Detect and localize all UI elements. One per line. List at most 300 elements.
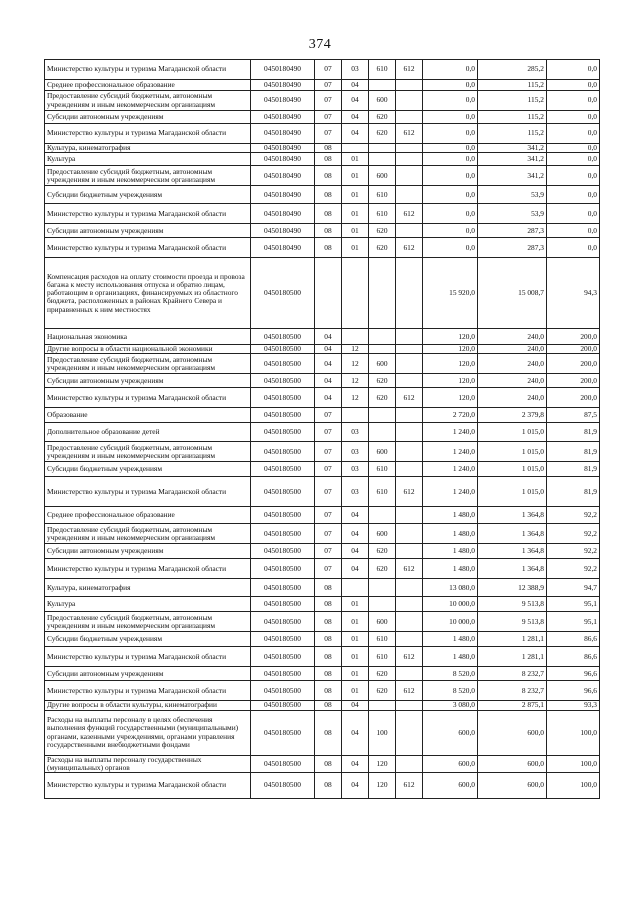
row-planned: 1 480,0 <box>423 524 478 544</box>
row-code: 0450180490 <box>251 111 315 124</box>
row-section: 08 <box>315 597 342 612</box>
row-code: 0450180500 <box>251 408 315 423</box>
row-code: 0450180500 <box>251 388 315 408</box>
row-percent: 0,0 <box>547 238 600 258</box>
table-row <box>45 681 600 701</box>
row-actual: 8 232,7 <box>478 667 547 681</box>
row-section <box>315 258 342 329</box>
row-subsection: 03 <box>342 442 369 462</box>
row-administrator <box>396 755 423 772</box>
row-subsection <box>342 579 369 597</box>
table-row <box>45 186 600 204</box>
row-subsection: 04 <box>342 507 369 524</box>
row-subsection <box>342 329 369 345</box>
row-code: 0450180500 <box>251 710 315 755</box>
row-percent: 100,0 <box>547 755 600 772</box>
row-expense-type: 610 <box>369 647 396 667</box>
row-planned: 0,0 <box>423 111 478 124</box>
row-section: 07 <box>315 507 342 524</box>
row-actual: 1 015,0 <box>478 477 547 507</box>
row-percent: 100,0 <box>547 773 600 799</box>
row-administrator <box>396 423 423 442</box>
row-actual: 1 281,1 <box>478 647 547 667</box>
row-expense-type <box>369 144 396 153</box>
row-actual: 285,2 <box>478 60 547 80</box>
row-name: Предоставление субсидий бюджетным, автономным учреждениям и иным некоммерческим организациям <box>45 354 251 374</box>
row-percent: 0,0 <box>547 166 600 186</box>
row-section: 07 <box>315 524 342 544</box>
row-code: 0450180500 <box>251 579 315 597</box>
row-code: 0450180500 <box>251 345 315 354</box>
row-code: 0450180490 <box>251 124 315 144</box>
table-row <box>45 559 600 579</box>
row-percent: 200,0 <box>547 354 600 374</box>
row-planned: 1 480,0 <box>423 507 478 524</box>
row-subsection: 04 <box>342 773 369 799</box>
row-expense-type: 610 <box>369 462 396 477</box>
row-expense-type <box>369 329 396 345</box>
row-planned: 120,0 <box>423 388 478 408</box>
row-expense-type: 120 <box>369 773 396 799</box>
row-expense-type: 620 <box>369 238 396 258</box>
row-subsection: 01 <box>342 612 369 632</box>
table-row <box>45 80 600 91</box>
row-planned: 600,0 <box>423 710 478 755</box>
row-planned: 0,0 <box>423 144 478 153</box>
row-percent: 0,0 <box>547 204 600 224</box>
row-planned: 0,0 <box>423 224 478 238</box>
table-row <box>45 477 600 507</box>
row-code: 0450180500 <box>251 647 315 667</box>
row-planned: 1 480,0 <box>423 559 478 579</box>
row-planned: 2 720,0 <box>423 408 478 423</box>
table-row <box>45 544 600 559</box>
row-name: Субсидии автономным учреждениям <box>45 667 251 681</box>
row-section: 08 <box>315 647 342 667</box>
row-actual: 9 513,8 <box>478 612 547 632</box>
row-administrator: 612 <box>396 681 423 701</box>
row-administrator: 612 <box>396 238 423 258</box>
row-expense-type <box>369 408 396 423</box>
row-planned: 0,0 <box>423 124 478 144</box>
row-administrator <box>396 507 423 524</box>
row-percent: 0,0 <box>547 91 600 111</box>
row-section: 07 <box>315 442 342 462</box>
row-subsection: 03 <box>342 60 369 80</box>
row-section: 07 <box>315 559 342 579</box>
table-row <box>45 144 600 153</box>
row-actual: 1 364,8 <box>478 544 547 559</box>
row-actual: 600,0 <box>478 773 547 799</box>
row-administrator: 612 <box>396 388 423 408</box>
row-section: 07 <box>315 462 342 477</box>
row-percent: 95,1 <box>547 597 600 612</box>
row-actual: 240,0 <box>478 329 547 345</box>
row-actual: 240,0 <box>478 345 547 354</box>
table-row <box>45 667 600 681</box>
row-percent: 96,6 <box>547 667 600 681</box>
row-actual: 600,0 <box>478 755 547 772</box>
row-subsection: 01 <box>342 597 369 612</box>
row-administrator <box>396 186 423 204</box>
row-code: 0450180500 <box>251 507 315 524</box>
row-planned: 600,0 <box>423 755 478 772</box>
row-code: 0450180490 <box>251 224 315 238</box>
row-name: Дополнительное образование детей <box>45 423 251 442</box>
row-planned: 0,0 <box>423 91 478 111</box>
table-row <box>45 408 600 423</box>
row-name: Предоставление субсидий бюджетным, автономным учреждениям и иным некоммерческим организациям <box>45 442 251 462</box>
row-name: Министерство культуры и туризма Магаданской области <box>45 477 251 507</box>
row-subsection: 04 <box>342 91 369 111</box>
row-code: 0450180500 <box>251 597 315 612</box>
row-percent: 0,0 <box>547 186 600 204</box>
row-name: Культура <box>45 597 251 612</box>
row-actual: 1 015,0 <box>478 423 547 442</box>
row-section: 08 <box>315 755 342 772</box>
table-row <box>45 388 600 408</box>
row-subsection: 12 <box>342 374 369 388</box>
row-section: 08 <box>315 632 342 647</box>
row-name: Субсидии автономным учреждениям <box>45 224 251 238</box>
table-row <box>45 329 600 345</box>
row-percent: 87,5 <box>547 408 600 423</box>
row-subsection: 03 <box>342 423 369 442</box>
row-administrator <box>396 462 423 477</box>
row-name: Предоставление субсидий бюджетным, автономным учреждениям и иным некоммерческим организациям <box>45 612 251 632</box>
row-administrator <box>396 632 423 647</box>
row-name: Субсидии бюджетным учреждениям <box>45 186 251 204</box>
row-planned: 120,0 <box>423 354 478 374</box>
row-name: Министерство культуры и туризма Магаданской области <box>45 773 251 799</box>
row-administrator <box>396 144 423 153</box>
row-section: 04 <box>315 345 342 354</box>
row-actual: 9 513,8 <box>478 597 547 612</box>
row-name: Предоставление субсидий бюджетным, автономным учреждениям и иным некоммерческим организациям <box>45 91 251 111</box>
row-administrator <box>396 354 423 374</box>
table-row <box>45 442 600 462</box>
row-planned: 1 240,0 <box>423 477 478 507</box>
row-subsection: 04 <box>342 710 369 755</box>
row-code: 0450180490 <box>251 144 315 153</box>
row-actual: 115,2 <box>478 80 547 91</box>
row-expense-type: 610 <box>369 204 396 224</box>
row-expense-type <box>369 80 396 91</box>
table-row <box>45 124 600 144</box>
row-code: 0450180500 <box>251 477 315 507</box>
row-section: 07 <box>315 477 342 507</box>
row-planned: 1 240,0 <box>423 442 478 462</box>
row-subsection: 04 <box>342 524 369 544</box>
row-percent: 200,0 <box>547 329 600 345</box>
table-row <box>45 612 600 632</box>
row-expense-type: 600 <box>369 91 396 111</box>
row-subsection: 01 <box>342 632 369 647</box>
row-expense-type <box>369 345 396 354</box>
row-expense-type: 610 <box>369 477 396 507</box>
row-expense-type: 600 <box>369 612 396 632</box>
row-code: 0450180490 <box>251 204 315 224</box>
row-planned: 15 920,0 <box>423 258 478 329</box>
row-expense-type: 610 <box>369 632 396 647</box>
row-percent: 0,0 <box>547 111 600 124</box>
row-name: Расходы на выплаты персоналу государственных (муниципальных) органов <box>45 755 251 772</box>
row-subsection: 04 <box>342 559 369 579</box>
row-administrator <box>396 91 423 111</box>
row-subsection <box>342 144 369 153</box>
row-expense-type: 100 <box>369 710 396 755</box>
row-section: 07 <box>315 91 342 111</box>
row-actual: 115,2 <box>478 111 547 124</box>
table-row <box>45 597 600 612</box>
row-subsection: 03 <box>342 462 369 477</box>
row-expense-type <box>369 507 396 524</box>
row-subsection: 01 <box>342 153 369 166</box>
row-section: 07 <box>315 124 342 144</box>
row-percent: 200,0 <box>547 345 600 354</box>
row-planned: 120,0 <box>423 374 478 388</box>
row-percent: 86,6 <box>547 647 600 667</box>
row-section: 08 <box>315 144 342 153</box>
row-expense-type: 620 <box>369 374 396 388</box>
row-code: 0450180490 <box>251 91 315 111</box>
row-actual: 600,0 <box>478 710 547 755</box>
row-actual: 287,3 <box>478 238 547 258</box>
row-planned: 3 080,0 <box>423 701 478 710</box>
row-code: 0450180500 <box>251 354 315 374</box>
row-code: 0450180500 <box>251 632 315 647</box>
row-section: 08 <box>315 204 342 224</box>
row-code: 0450180500 <box>251 329 315 345</box>
row-planned: 120,0 <box>423 345 478 354</box>
row-percent: 96,6 <box>547 681 600 701</box>
row-expense-type: 610 <box>369 186 396 204</box>
row-actual: 341,2 <box>478 144 547 153</box>
row-actual: 1 364,8 <box>478 524 547 544</box>
row-planned: 600,0 <box>423 773 478 799</box>
row-section: 04 <box>315 329 342 345</box>
row-name: Предоставление субсидий бюджетным, автономным учреждениям и иным некоммерческим организациям <box>45 524 251 544</box>
table-row <box>45 701 600 710</box>
row-administrator <box>396 111 423 124</box>
row-administrator <box>396 153 423 166</box>
row-code: 0450180490 <box>251 60 315 80</box>
row-percent: 92,2 <box>547 524 600 544</box>
row-subsection: 03 <box>342 477 369 507</box>
row-expense-type: 620 <box>369 388 396 408</box>
row-name: Министерство культуры и туризма Магаданской области <box>45 681 251 701</box>
row-subsection: 01 <box>342 667 369 681</box>
table-row <box>45 632 600 647</box>
row-actual: 240,0 <box>478 354 547 374</box>
row-administrator: 612 <box>396 559 423 579</box>
row-name: Министерство культуры и туризма Магаданской области <box>45 559 251 579</box>
row-name: Субсидии автономным учреждениям <box>45 374 251 388</box>
row-planned: 8 520,0 <box>423 681 478 701</box>
row-section: 08 <box>315 224 342 238</box>
row-planned: 1 480,0 <box>423 544 478 559</box>
row-administrator <box>396 166 423 186</box>
row-section: 08 <box>315 710 342 755</box>
row-name: Предоставление субсидий бюджетным, автономным учреждениям и иным некоммерческим организациям <box>45 166 251 186</box>
row-administrator: 612 <box>396 60 423 80</box>
row-code: 0450180500 <box>251 544 315 559</box>
row-name: Министерство культуры и туризма Магаданской области <box>45 60 251 80</box>
row-administrator <box>396 579 423 597</box>
table-row <box>45 755 600 772</box>
table-row <box>45 238 600 258</box>
row-actual: 240,0 <box>478 388 547 408</box>
row-section: 08 <box>315 166 342 186</box>
row-subsection: 01 <box>342 166 369 186</box>
row-percent: 0,0 <box>547 224 600 238</box>
row-name: Культура <box>45 153 251 166</box>
row-planned: 0,0 <box>423 238 478 258</box>
row-subsection: 01 <box>342 224 369 238</box>
row-planned: 1 240,0 <box>423 462 478 477</box>
row-subsection: 04 <box>342 755 369 772</box>
row-percent: 81,9 <box>547 442 600 462</box>
row-expense-type <box>369 258 396 329</box>
row-administrator <box>396 597 423 612</box>
row-planned: 10 000,0 <box>423 597 478 612</box>
row-code: 0450180500 <box>251 612 315 632</box>
table-row <box>45 153 600 166</box>
row-planned: 0,0 <box>423 186 478 204</box>
row-name: Субсидии бюджетным учреждениям <box>45 462 251 477</box>
row-percent: 81,9 <box>547 477 600 507</box>
row-name: Другие вопросы в области национальной экономики <box>45 345 251 354</box>
table-row <box>45 773 600 799</box>
row-administrator <box>396 408 423 423</box>
row-planned: 1 480,0 <box>423 632 478 647</box>
row-administrator: 612 <box>396 204 423 224</box>
row-administrator <box>396 442 423 462</box>
row-expense-type: 600 <box>369 442 396 462</box>
row-administrator <box>396 329 423 345</box>
row-code: 0450180500 <box>251 442 315 462</box>
row-actual: 115,2 <box>478 91 547 111</box>
row-name: Субсидии автономным учреждениям <box>45 111 251 124</box>
row-section: 08 <box>315 238 342 258</box>
row-actual: 2 379,8 <box>478 408 547 423</box>
row-planned: 0,0 <box>423 153 478 166</box>
row-expense-type: 600 <box>369 524 396 544</box>
table-row <box>45 111 600 124</box>
row-percent: 0,0 <box>547 144 600 153</box>
table-row <box>45 647 600 667</box>
row-name: Другие вопросы в области культуры, кинематографии <box>45 701 251 710</box>
row-section: 07 <box>315 544 342 559</box>
row-planned: 13 080,0 <box>423 579 478 597</box>
row-percent: 95,1 <box>547 612 600 632</box>
row-section: 08 <box>315 612 342 632</box>
row-planned: 1 240,0 <box>423 423 478 442</box>
row-expense-type <box>369 597 396 612</box>
row-code: 0450180500 <box>251 559 315 579</box>
table-row <box>45 258 600 329</box>
row-code: 0450180490 <box>251 80 315 91</box>
row-expense-type: 620 <box>369 224 396 238</box>
page-number: 374 <box>308 37 332 52</box>
row-percent: 92,2 <box>547 507 600 524</box>
row-administrator <box>396 524 423 544</box>
row-section: 07 <box>315 60 342 80</box>
row-section: 07 <box>315 111 342 124</box>
row-expense-type: 620 <box>369 544 396 559</box>
row-subsection: 12 <box>342 345 369 354</box>
row-code: 0450180490 <box>251 153 315 166</box>
row-name: Среднее профессиональное образование <box>45 507 251 524</box>
row-code: 0450180490 <box>251 238 315 258</box>
row-planned: 1 480,0 <box>423 647 478 667</box>
row-name: Субсидии бюджетным учреждениям <box>45 632 251 647</box>
row-code: 0450180500 <box>251 667 315 681</box>
row-code: 0450180490 <box>251 166 315 186</box>
row-actual: 1 015,0 <box>478 442 547 462</box>
row-percent: 100,0 <box>547 710 600 755</box>
row-expense-type: 620 <box>369 124 396 144</box>
row-actual: 1 015,0 <box>478 462 547 477</box>
table-row <box>45 91 600 111</box>
table-row <box>45 423 600 442</box>
row-subsection: 04 <box>342 701 369 710</box>
table-row <box>45 224 600 238</box>
row-actual: 341,2 <box>478 166 547 186</box>
row-expense-type <box>369 153 396 166</box>
row-subsection: 04 <box>342 124 369 144</box>
row-section: 07 <box>315 80 342 91</box>
row-expense-type: 600 <box>369 166 396 186</box>
row-administrator <box>396 612 423 632</box>
row-section: 08 <box>315 186 342 204</box>
row-percent: 93,3 <box>547 701 600 710</box>
row-actual: 12 388,9 <box>478 579 547 597</box>
row-name: Компенсация расходов на оплату стоимости проезда и провоза багажа к месту использования отпуска и обратно лицам, работающим в организациях, финансируемых из областного бюджета, расположенных в районах Крайнего Севера и приравненных к ним местностях <box>45 258 251 329</box>
row-name: Министерство культуры и туризма Магаданской области <box>45 124 251 144</box>
row-code: 0450180500 <box>251 681 315 701</box>
row-percent: 0,0 <box>547 80 600 91</box>
row-administrator <box>396 224 423 238</box>
row-actual: 115,2 <box>478 124 547 144</box>
row-planned: 120,0 <box>423 329 478 345</box>
row-section: 08 <box>315 153 342 166</box>
row-subsection: 01 <box>342 186 369 204</box>
row-percent: 92,2 <box>547 544 600 559</box>
row-percent: 86,6 <box>547 632 600 647</box>
row-administrator <box>396 701 423 710</box>
table-row <box>45 354 600 374</box>
row-actual: 15 008,7 <box>478 258 547 329</box>
row-administrator <box>396 80 423 91</box>
row-name: Министерство культуры и туризма Магаданской области <box>45 204 251 224</box>
row-actual: 53,9 <box>478 186 547 204</box>
row-percent: 94,7 <box>547 579 600 597</box>
row-name: Культура, кинематография <box>45 579 251 597</box>
row-code: 0450180500 <box>251 462 315 477</box>
row-percent: 200,0 <box>547 374 600 388</box>
table-row <box>45 462 600 477</box>
row-code: 0450180500 <box>251 374 315 388</box>
table-row <box>45 579 600 597</box>
row-name: Образование <box>45 408 251 423</box>
row-name: Национальная экономика <box>45 329 251 345</box>
row-subsection: 04 <box>342 111 369 124</box>
row-percent: 200,0 <box>547 388 600 408</box>
row-administrator <box>396 667 423 681</box>
row-section: 07 <box>315 408 342 423</box>
row-percent: 94,3 <box>547 258 600 329</box>
